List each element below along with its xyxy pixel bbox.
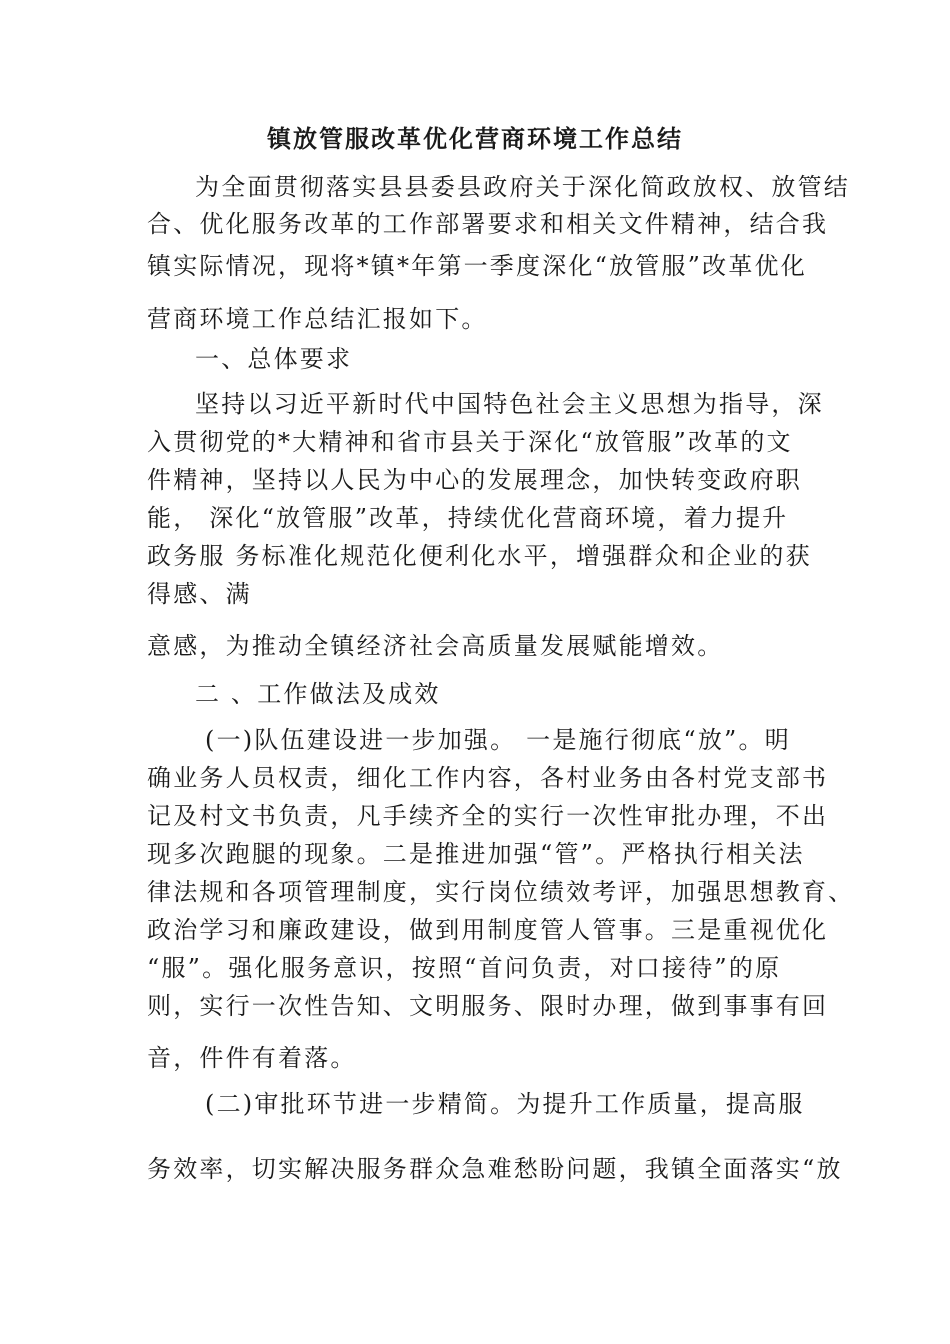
section2-sub2-line: (二)审批环节进一步精简。为提升工作质量，提高服 <box>205 1090 805 1118</box>
intro-line: 镇实际情况，现将*镇*年第一季度深化“放管服”改革优化 <box>147 252 807 280</box>
intro-line: 合、优化服务改革的工作部署要求和相关文件精神，结合我 <box>147 210 829 238</box>
section2-sub1-line: 记及村文书负责，凡手续齐全的实行一次性审批办理，不出 <box>147 802 829 830</box>
section2-sub2-line: 务效率，切实解决服务群众急难愁盼问题，我镇全面落实“放 <box>147 1155 843 1183</box>
intro-line: 营商环境工作总结汇报如下。 <box>147 305 488 333</box>
section2-sub1-line: 确业务人员权责，细化工作内容，各村业务由各村党支部书 <box>147 764 829 792</box>
section1-line: 意感，为推动全镇经济社会高质量发展赋能增效。 <box>147 632 724 660</box>
section1-line: 得感、满 <box>147 580 252 608</box>
section2-sub1-line: 则，实行一次性告知、文明服务、限时办理，做到事事有回 <box>147 992 829 1020</box>
section2-sub1-line: 律法规和各项管理制度，实行岗位绩效考评，加强思想教育、 <box>147 878 855 906</box>
section1-line: 能， 深化“放管服”改革，持续优化营商环境，着力提升 <box>147 504 789 532</box>
section2-heading: 二 、工作做法及成效 <box>195 680 441 708</box>
section1-line: 件精神，坚持以人民为中心的发展理念，加快转变政府职 <box>147 466 802 494</box>
section2-sub1-line: “服”。强化服务意识，按照“首问负责，对口接待”的原 <box>147 954 782 982</box>
section1-heading: 一、总体要求 <box>195 345 353 373</box>
section1-line: 政务服 务标准化规范化便利化水平，增强群众和企业的获 <box>147 542 812 570</box>
intro-line: 为全面贯彻落实县县委县政府关于深化简政放权、放管结 <box>195 173 850 201</box>
document-title: 镇放管服改革优化营商环境工作总结 <box>267 124 683 153</box>
section1-line: 入贯彻党的*大精神和省市县关于深化“放管服”改革的文 <box>147 428 793 456</box>
section2-sub1-line: 音，件件有着落。 <box>147 1044 357 1072</box>
section2-sub1-line: (一)队伍建设进一步加强。 一是施行彻底“放”。明 <box>205 726 791 754</box>
section2-sub1-line: 现多次跑腿的现象。二是推进加强“管”。严格执行相关法 <box>147 840 805 868</box>
section1-line: 坚持以习近平新时代中国特色社会主义思想为指导，深 <box>195 390 824 418</box>
section2-sub1-line: 政治学习和廉政建设，做到用制度管人管事。三是重视优化 <box>147 916 829 944</box>
